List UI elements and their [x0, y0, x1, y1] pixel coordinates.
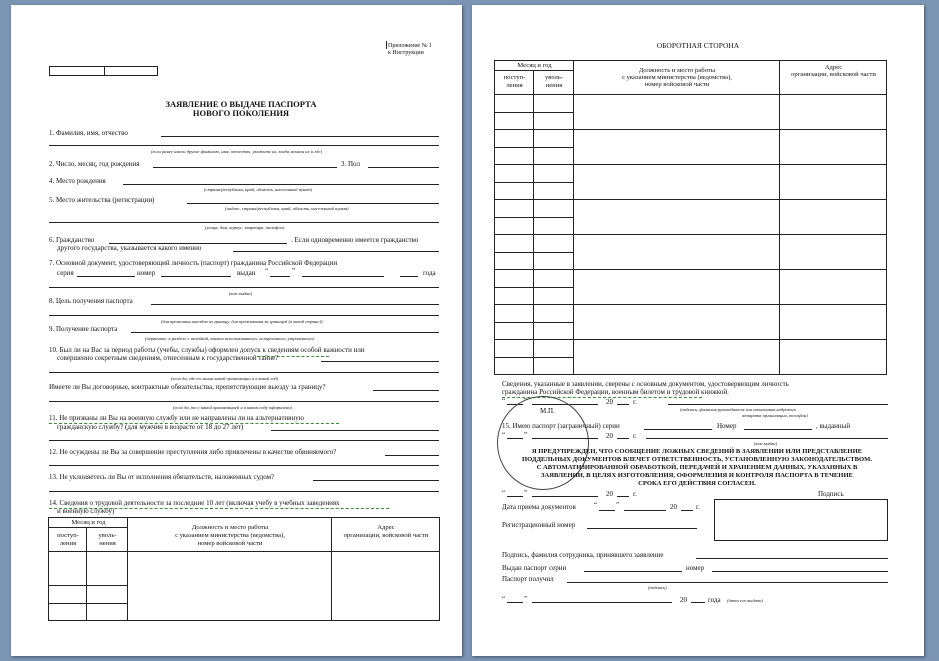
quote-open-2: “ — [502, 431, 506, 439]
table-header: ления — [506, 82, 523, 89]
field-11-text: гражданскую службу? (для мужчин в возрасте от 18 до 27 лет) — [57, 423, 244, 431]
table-cell[interactable] — [87, 552, 128, 586]
warning-line-5: СРОКА ЕГО ДЕЙСТВИЯ СОГЛАСЕН. — [638, 480, 756, 487]
field-12-line-2[interactable] — [49, 465, 439, 466]
quote-close-3: ” — [524, 489, 528, 497]
field-1-hint: (если ранее имели другие фамилию, имя, отчество, укажите их, когда меняли их и где) — [151, 149, 322, 154]
month-line-2[interactable] — [532, 438, 598, 439]
quote-close-4: ” — [616, 501, 620, 509]
table-header: Адрес — [824, 64, 843, 71]
warning-line-1: Я ПРЕДУПРЕЖДЕН, ЧТО СООБЩЕНИЕ ЛОЖНЫХ СВЕДЕНИЙ В ЗАЯВЛЕНИИ ИЛИ ПРЕДСТАВЛЕНИЕ — [531, 448, 863, 455]
table-header: с указанием министерства (ведомства), — [622, 74, 732, 81]
table-header: уволь- — [544, 74, 564, 81]
quote-open: “ — [502, 397, 506, 405]
date-hint: (дата его выдачи) — [727, 598, 763, 603]
field-10-line[interactable] — [321, 361, 439, 362]
field-7-quote: “ — [265, 267, 269, 275]
field-7-year: года — [423, 269, 436, 277]
field-10-line-4[interactable] — [49, 401, 439, 402]
field-1-label: 1. Фамилия, имя, отчество — [49, 129, 128, 137]
warning-line-3: С АВТОМАТИЗИРОВАННОЙ ОБРАБОТКОЙ, ПЕРЕДАЧЕЙ И ХРАНЕНИЕМ ДАННЫХ, УКАЗАННЫХ В — [536, 464, 858, 471]
field-7-number: номер — [137, 269, 156, 277]
quote-close-2: ” — [524, 431, 528, 439]
table-cell[interactable] — [128, 552, 332, 621]
field-7-day-line[interactable] — [270, 276, 290, 277]
received-line[interactable] — [567, 582, 888, 583]
field-13-label: 13. Не уклоняетесь ли Вы от исполнения обязательств, наложенных судом? — [49, 473, 275, 481]
field-10-text: совершенно секретным сведениям, отнесенным к государственной тайне? — [57, 354, 279, 362]
signature-label: Подпись — [818, 490, 844, 498]
table-cell[interactable] — [49, 552, 87, 586]
field-13-line[interactable] — [313, 480, 439, 481]
field-8-line[interactable] — [151, 304, 439, 305]
back-title: ОБОРОТНАЯ СТОРОНА — [656, 41, 740, 50]
table-cell[interactable] — [574, 95, 780, 130]
issued-series-line[interactable] — [584, 571, 682, 572]
year-line-3[interactable] — [617, 496, 629, 497]
field-7-issued: выдан — [237, 269, 256, 277]
employment-table — [48, 517, 440, 621]
table-header: ления — [59, 540, 77, 547]
table-cell[interactable] — [574, 165, 780, 200]
field-7-series-line[interactable] — [77, 276, 135, 277]
code-box[interactable] — [49, 66, 158, 76]
table-cell[interactable] — [780, 200, 887, 235]
year-prefix-2: 20 — [606, 432, 613, 440]
table-header: нения — [99, 540, 116, 547]
issued-num-line[interactable] — [712, 571, 888, 572]
stamp-label: М.П. — [540, 407, 555, 415]
field-5-hint-2: (улица, дом, корпус, квартира, телефон) — [205, 225, 285, 230]
day-line-2[interactable] — [507, 438, 523, 439]
field-1-line-2[interactable] — [49, 145, 439, 146]
year-line-2[interactable] — [617, 438, 629, 439]
spellcheck-underline — [257, 354, 329, 357]
field-10-hint-2: (если да, то с какой организацией и в каком году оформлено) — [173, 405, 292, 410]
table-header: поступ- — [57, 532, 79, 539]
field-7-year-line[interactable] — [400, 276, 418, 277]
received-hint: (подпись) — [648, 585, 667, 590]
received-label: Паспорт получил — [502, 575, 554, 583]
field-10-label: 10. Был ли на Вас за период работы (учебы, службы) оформлен допуск к сведениям особой важности или — [49, 346, 365, 354]
verified-text: Сведения, указанные в заявлении, сверены с основным документом, удостоверяющим личность — [502, 380, 789, 388]
table-cell[interactable] — [332, 552, 440, 621]
field-11-line[interactable] — [271, 430, 439, 431]
year-prefix-4: 20 — [670, 503, 677, 511]
field-11-line-2[interactable] — [49, 440, 439, 441]
field-4-hint: (страна/республика, край, область, населенный пункт) — [204, 187, 313, 192]
table-cell[interactable] — [574, 235, 780, 270]
field-2-label: 2. Число, месяц, год рождения — [49, 160, 140, 168]
table-header: Месяц и год — [71, 519, 106, 526]
table-cell[interactable] — [780, 340, 887, 375]
table-cell[interactable] — [49, 604, 87, 621]
year-prefix: 20 — [606, 398, 613, 406]
field-15-number-line[interactable] — [744, 429, 812, 430]
page-subtitle: НОВОГО ПОКОЛЕНИЯ — [192, 108, 290, 118]
table-cell[interactable] — [780, 305, 887, 340]
table-cell[interactable] — [574, 270, 780, 305]
field-6-text: . Если одновременно имеется гражданство — [291, 236, 419, 244]
field-15-hint: (кем выдан) — [754, 441, 778, 446]
table-cell[interactable] — [780, 235, 887, 270]
field-4-line[interactable] — [123, 184, 439, 185]
year-prefix-5: 20 — [680, 596, 687, 604]
warning-line-2: ПОДДЕЛЬНЫХ ДОКУМЕНТОВ ВЛЕЧЕТ ОТВЕТСТВЕННОСТЬ, УСТАНОВЛЕННУЮ ЗАКОНОДАТЕЛЬСТВОМ. — [521, 456, 873, 463]
field-6-line-2[interactable] — [233, 251, 439, 252]
reg-num-line[interactable] — [587, 528, 697, 529]
reg-num-label: Регистрационный номер — [502, 521, 576, 529]
employee-label: Подпись, фамилия сотрудника, принявшего заявление — [502, 551, 664, 559]
year-line-5[interactable] — [691, 602, 705, 603]
warning-line-4: ЗАЯВЛЕНИИ, В ЦЕЛЯХ ИЗГОТОВЛЕНИЯ, ОФОРМЛЕНИЯ И КОНТРОЛЯ ПАСПОРТА В ТЕЧЕНИЕ — [541, 472, 853, 479]
signature-hint-2: аппарата организации, телефон) — [742, 413, 808, 418]
field-8-hint: (для временных выездов за границу, для проживания за границей (в какой стране)) — [161, 319, 323, 324]
field-3-label: 3. Пол — [341, 160, 360, 168]
year-word: года — [708, 596, 721, 604]
field-5-label: 5. Место жительства (регистрации) — [49, 196, 155, 204]
appendix-bracket — [386, 41, 387, 49]
table-cell[interactable] — [87, 604, 128, 621]
field-6-label: 6. Гражданство — [49, 236, 95, 244]
employee-line[interactable] — [696, 558, 888, 559]
quote-open-3: “ — [502, 489, 506, 497]
table-cell[interactable] — [574, 340, 780, 375]
field-7-hint: (кем выдан) — [229, 291, 253, 296]
field-6-text-2: другого государства, указывается какого именно — [57, 244, 202, 252]
signature-hint: (подпись, фамилия руководителя или начальника кадрового — [680, 407, 797, 412]
field-7-label: 7. Основной документ, удостоверяющий личность (паспорт) гражданина Российской Федерации — [49, 259, 338, 267]
field-14-label: 14. Сведения о трудовой деятельности за последние 10 лет (включая учебу в учебных заведениях — [49, 499, 340, 507]
quote-open-4: “ — [594, 501, 598, 509]
field-9-label: 9. Получение паспорта — [49, 325, 118, 333]
quote-close-5: ” — [524, 595, 528, 603]
month-line-4[interactable] — [624, 510, 666, 511]
field-15-issuer-line[interactable] — [646, 438, 888, 439]
day-line-4[interactable] — [599, 510, 615, 511]
table-header: уволь- — [98, 532, 117, 539]
table-cell[interactable] — [87, 586, 128, 604]
field-5-line[interactable] — [187, 203, 439, 204]
table-cell[interactable] — [49, 586, 87, 604]
document-page-front — [11, 5, 462, 656]
field-8-label: 8. Цель получения паспорта — [49, 297, 133, 305]
field-9-hint: (первичное, в разделе с вклейкой, взамен использованного, испорченного, утраченного) — [145, 336, 315, 341]
verified-text-2: гражданина Российской Федерации, военным билетом и трудовой книжкой. — [502, 388, 729, 396]
quote-close: ” — [524, 397, 528, 405]
field-4-label: 4. Место рождения — [49, 177, 106, 185]
document-page-back — [472, 5, 924, 656]
field-10-hint: (если да, где по линии какой организации и в какой год) — [171, 376, 279, 381]
table-header: организации, войсковой части — [791, 71, 876, 78]
field-7-quote-2: ” — [292, 267, 296, 275]
table-cell[interactable] — [780, 130, 887, 165]
field-7-line-2[interactable] — [49, 287, 439, 288]
table-header: номер войсковой части — [644, 81, 710, 88]
appendix-label-2: к Инструкции — [388, 50, 424, 56]
field-12-label: 12. Не осуждены ли Вы за совершение преступления либо привлечены в качестве обвиняемого? — [49, 448, 337, 456]
field-5-hint: (индекс, страна/республика, край, область, населенный пункт) — [225, 206, 349, 211]
signature-line[interactable] — [668, 404, 888, 405]
field-1-line[interactable] — [161, 136, 439, 137]
year-suffix-2: г. — [633, 432, 637, 440]
table-header: с указанием министерства (ведомства), — [175, 532, 285, 539]
table-header: Должность и место работы — [191, 524, 269, 531]
field-10-text-2: Имеете ли Вы договорные, контрактные обязательства, препятствующие выезду за границу? — [49, 383, 326, 391]
table-cell[interactable] — [574, 305, 780, 340]
table-cell[interactable] — [780, 270, 887, 305]
field-2-line[interactable] — [153, 167, 337, 168]
year-suffix: г. — [633, 398, 637, 406]
page-title: ЗАЯВЛЕНИЕ О ВЫДАЧЕ ПАСПОРТА — [165, 99, 317, 109]
year-prefix-3: 20 — [606, 490, 613, 498]
issued-series-label: Выдан паспорт серии — [502, 564, 567, 572]
field-5-line-2[interactable] — [49, 222, 439, 223]
field-3-line[interactable] — [368, 167, 439, 168]
appendix-label: Приложение № 1 — [388, 43, 432, 49]
month-line-5[interactable] — [532, 602, 672, 603]
spellcheck-underline-2 — [49, 421, 339, 424]
table-header: Должность и место работы — [638, 67, 716, 74]
field-10-line-2[interactable] — [49, 372, 439, 373]
signature-box[interactable] — [714, 499, 888, 541]
table-header: Месяц и год — [517, 62, 552, 69]
year-suffix-3: г. — [633, 490, 637, 498]
field-11-label: 11. Не призваны ли Вы на военную службу или не направлены ли на альтернативную — [49, 414, 304, 422]
table-header: поступ- — [503, 74, 526, 81]
field-12-line[interactable] — [385, 455, 439, 456]
year-suffix-4: г. — [696, 503, 700, 511]
field-13-line-2[interactable] — [49, 491, 439, 492]
field-8-line-2[interactable] — [49, 315, 439, 316]
table-header: номер войсковой части — [197, 540, 263, 547]
table-cell[interactable] — [780, 95, 887, 130]
field-15-number: Номер — [717, 422, 737, 430]
table-header: организации, войсковой части — [343, 532, 429, 539]
field-7-number-line[interactable] — [161, 276, 231, 277]
table-cell[interactable] — [574, 200, 780, 235]
field-10-line-3[interactable] — [373, 390, 439, 391]
employment-table-back — [494, 60, 887, 375]
month-line-3[interactable] — [532, 496, 598, 497]
year-line-4[interactable] — [681, 510, 693, 511]
spellcheck-underline-3 — [49, 506, 389, 509]
quote-open-5: “ — [502, 595, 506, 603]
issued-num-label: номер — [686, 564, 705, 572]
field-15-issued: , выданный — [816, 422, 851, 430]
field-7-month-line[interactable] — [302, 276, 384, 277]
field-15-label: 15. Имею паспорт (заграничный) серии — [502, 422, 620, 430]
day-line-3[interactable] — [507, 496, 523, 497]
table-cell[interactable] — [574, 130, 780, 165]
doc-date-label: Дата приема документов — [502, 503, 576, 511]
field-9-line[interactable] — [131, 332, 439, 333]
table-cell[interactable] — [780, 165, 887, 200]
day-line-5[interactable] — [507, 602, 523, 603]
year-line[interactable] — [617, 404, 629, 405]
field-14-text: и военную службу) — [57, 507, 115, 515]
table-header: Адрес — [377, 524, 395, 531]
field-15-series-line[interactable] — [644, 429, 712, 430]
table-header: нения — [545, 82, 563, 89]
field-7-series: серия — [57, 269, 74, 277]
